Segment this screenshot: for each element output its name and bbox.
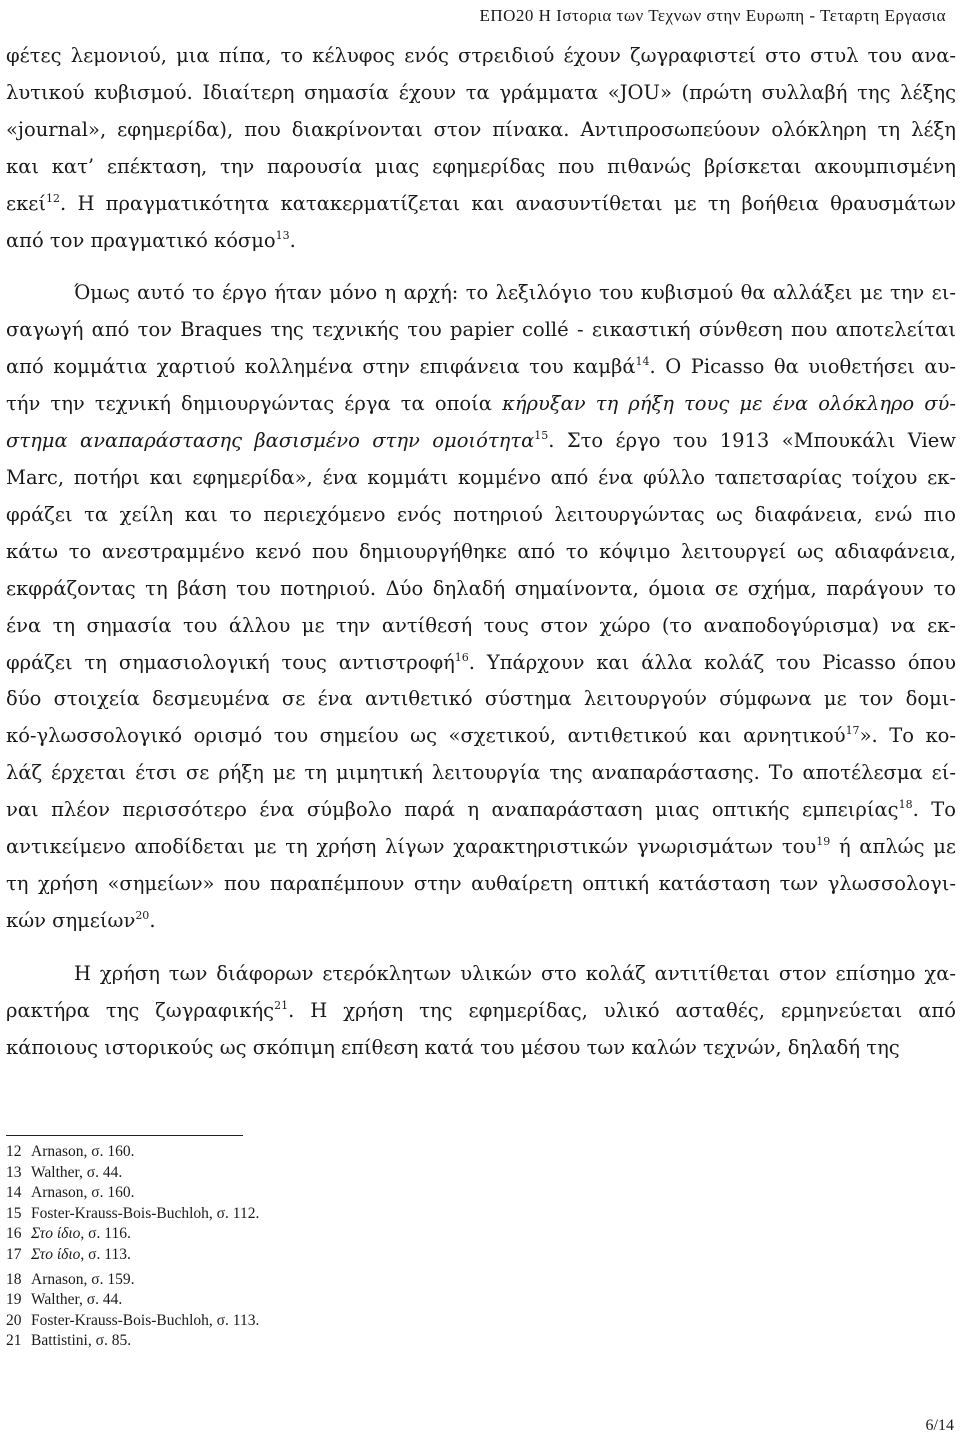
text-line: σαγωγή από τον Braques της τεχνικής του papier collé - εικαστική σύνθεση που αποτελείται [6, 318, 956, 342]
text-line: κών σημείων$^{20}$. [6, 908, 156, 932]
footnote-reference: 20 [135, 908, 150, 922]
footnote-reference: 12 [46, 191, 61, 205]
text-line: αντικείμενο αποδίδεται με τη χρήση λίγων χαρακτηριστικών γνωρισμάτων του$^{19}$ ή απλώς με [6, 835, 956, 859]
footnote-number: 12 [6, 1143, 22, 1160]
text-line: εκεί$^{12}$. Η πραγματικότητα κατακερματίζεται και ανασυντίθεται με τη βοήθεια θραυσμάτων [6, 191, 956, 215]
footnote-number: 18 [6, 1270, 22, 1288]
footnote-reference: 15 [534, 429, 549, 443]
paragraph-1 [6, 38, 956, 259]
text-line: φράζει τη σημασιολογική τους αντιστροφή$^{16}$. Υπάρχουν και άλλα κολάζ του Picasso όπου [6, 650, 956, 674]
running-header [479, 6, 946, 26]
footnote-text: Walther, σ. 44. [31, 1163, 123, 1181]
footnote-item [6, 1183, 259, 1204]
footnote-item [6, 1290, 259, 1311]
text-line: λάζ έρχεται έτσι σε ρήξη με τη μιμητική λειτουργία της αναπαράστασης. Το αποτέλεσμα εί- [6, 761, 956, 785]
text-line: Όμως αυτό το έργο ήταν μόνο η αρχή: το λεξιλόγιο του κυβισμού θα αλλάξει με την ει- [74, 281, 956, 305]
footnote-text: Walther, σ. 44. [31, 1291, 123, 1309]
text-line: δύο στοιχεία δεσμευμένα σε ένα αντιθετικό σύστημα λειτουργούν σύμφωνα με τον δομι- [6, 687, 956, 711]
text-line: ρακτήρα της ζωγραφικής$^{21}$. Η χρήση της εφημερίδας, υλικό ασταθές, ερμηνεύεται από [6, 998, 956, 1022]
footnote-text: Battistini, σ. 85. [31, 1332, 132, 1350]
text-line: στημα αναπαράστασης βασισμένο στην ομοιότητα$^{15}$. Στο έργο του 1913 «Μπουκάλι View [6, 429, 956, 453]
footnote-reference: 14 [635, 355, 650, 369]
footnote-item [6, 1224, 259, 1245]
footnote-ibid: Στο ίδιο [31, 1245, 81, 1263]
footnote-text: Foster-Krauss-Bois-Buchloh, σ. 112. [31, 1204, 260, 1222]
text-line: τήν την τεχνική δημιουργώντας έργα τα οποία κήρυξαν τη ρήξη τους με ένα ολόκληρο σύ- [6, 392, 956, 416]
footnote-reference: 13 [275, 228, 290, 242]
footnote-item [6, 1245, 259, 1266]
paragraph-2 [6, 275, 956, 939]
footnote-text: , σ. 113. [80, 1245, 131, 1263]
footnote-reference: 21 [274, 998, 289, 1012]
italic-text: κήρυξαν τη ρήξη τους με ένα ολόκληρο σύ- [502, 392, 956, 416]
footnote-text: Arnason, σ. 160. [31, 1143, 135, 1160]
text-line: και κατ’ επέκταση, την παρουσία μιας εφημερίδας που πιθανώς βρίσκεται ακουμπισμένη [6, 154, 956, 178]
footnote-text: , σ. 116. [80, 1225, 131, 1243]
footnote-text: Foster-Krauss-Bois-Buchloh, σ. 113. [31, 1311, 260, 1329]
paragraph-3 [6, 956, 956, 1067]
footnote-number: 17 [6, 1245, 22, 1263]
footnote-rule [6, 1135, 243, 1136]
footnote-number: 21 [6, 1332, 22, 1350]
text-line: εκφράζοντας τη βάση του ποτηριού. Δύο δηλαδή σημαίνοντα, όμοια σε σχήμα, παράγουν το [6, 576, 956, 600]
footnote-reference: 18 [898, 798, 913, 812]
text-line: φέτες λεμονιού, μια πίπα, το κέλυφος ενός στρειδιού έχουν ζωγραφιστεί στο στυλ του ανα- [6, 44, 956, 67]
footnote-item [6, 1204, 259, 1225]
footnote-reference: 17 [845, 724, 860, 738]
footnote-number: 14 [6, 1184, 22, 1202]
footnote-item [6, 1270, 259, 1291]
footnote-ibid: Στο ίδιο [31, 1225, 81, 1243]
footnote-number: 20 [6, 1311, 22, 1329]
text-line: τη χρήση «σημείων» που παραπέμπουν στην αυθαίρετη οπτική κατάσταση των γλωσσολογι- [6, 871, 956, 895]
footnote-item [6, 1331, 259, 1352]
running-title: ΕΠΟ20 Η Ιστορια των Τεχνων στην Ευρωπη - Τεταρτη Εργασια [479, 6, 946, 25]
footnote-number: 19 [6, 1291, 22, 1309]
footnote-reference: 19 [816, 835, 831, 849]
footnote-text: Arnason, σ. 159. [31, 1270, 135, 1288]
text-line: από κομμάτια χαρτιού κολλημένα στην επιφάνεια του καμβά$^{14}$. Ο Picasso θα υιοθετήσει αυ- [6, 355, 957, 379]
footnote-number: 16 [6, 1225, 22, 1243]
body-text [6, 38, 956, 1066]
text-line: κάποιους ιστορικούς ως σκόπιμη επίθεση κατά του μέσου των καλών τεχνών, δηλαδή της [6, 1035, 900, 1059]
text-line: φράζει τα χείλη και το περιεχόμενο ενός ποτηριού λειτουργώντας ως διαφάνεια, ενώ πιο [6, 502, 956, 526]
text-line: κό-γλωσσολογικό ορισμό του σημείου ως «σχετικού, αντιθετικού και αρνητικού$^{17}$». Το κο- [6, 724, 956, 748]
text-line: Marc, ποτήρι και εφημερίδα», ένα κομμάτι κομμένο από ένα φύλλο ταπετσαρίας τοίχου εκ- [6, 465, 956, 489]
text-line: από τον πραγματικό κόσμο$^{13}$. [6, 228, 296, 252]
text-line: ένα τη σημασία του άλλου με την αντίθεσή τους στον χώρο (το αναποδογύρισμα) να εκ- [6, 613, 956, 637]
text-line: λυτικού κυβισμού. Ιδιαίτερη σημασία έχουν τα γράμματα «JOU» (πρώτη συλλαβή της λέξης [6, 80, 956, 104]
footnote-item [6, 1163, 259, 1184]
footnote-reference: 16 [454, 650, 469, 664]
footnote-item [6, 1142, 259, 1163]
text-line: κάτω το ανεστραμμένο κενό που δημιουργήθηκε από το κόψιμο λειτουργεί ως αδιαφάνεια, [6, 539, 956, 563]
italic-text: στημα αναπαράστασης βασισμένο στην ομοιότητα [6, 429, 535, 453]
footnote-item [6, 1311, 259, 1332]
text-line: ναι πλέον περισσότερο ένα σύμβολο παρά η αναπαράσταση μιας οπτικής εμπειρίας$^{18}$. Το [6, 798, 956, 822]
page-number: 6/14 [925, 1417, 954, 1434]
text-line: Η χρήση των διάφορων ετερόκλητων υλικών στο κολάζ αντιτίθεται στον επίσημο χα- [74, 961, 956, 985]
footnote-number: 13 [6, 1163, 22, 1181]
text-line: «journal», εφημερίδα), που διακρίνονται στον πίνακα. Αντιπροσωπεύουν ολόκληρη τη λέξη [6, 117, 956, 141]
footnote-text: Arnason, σ. 160. [31, 1184, 135, 1202]
footnotes [6, 1142, 259, 1352]
footnote-number: 15 [6, 1204, 22, 1222]
